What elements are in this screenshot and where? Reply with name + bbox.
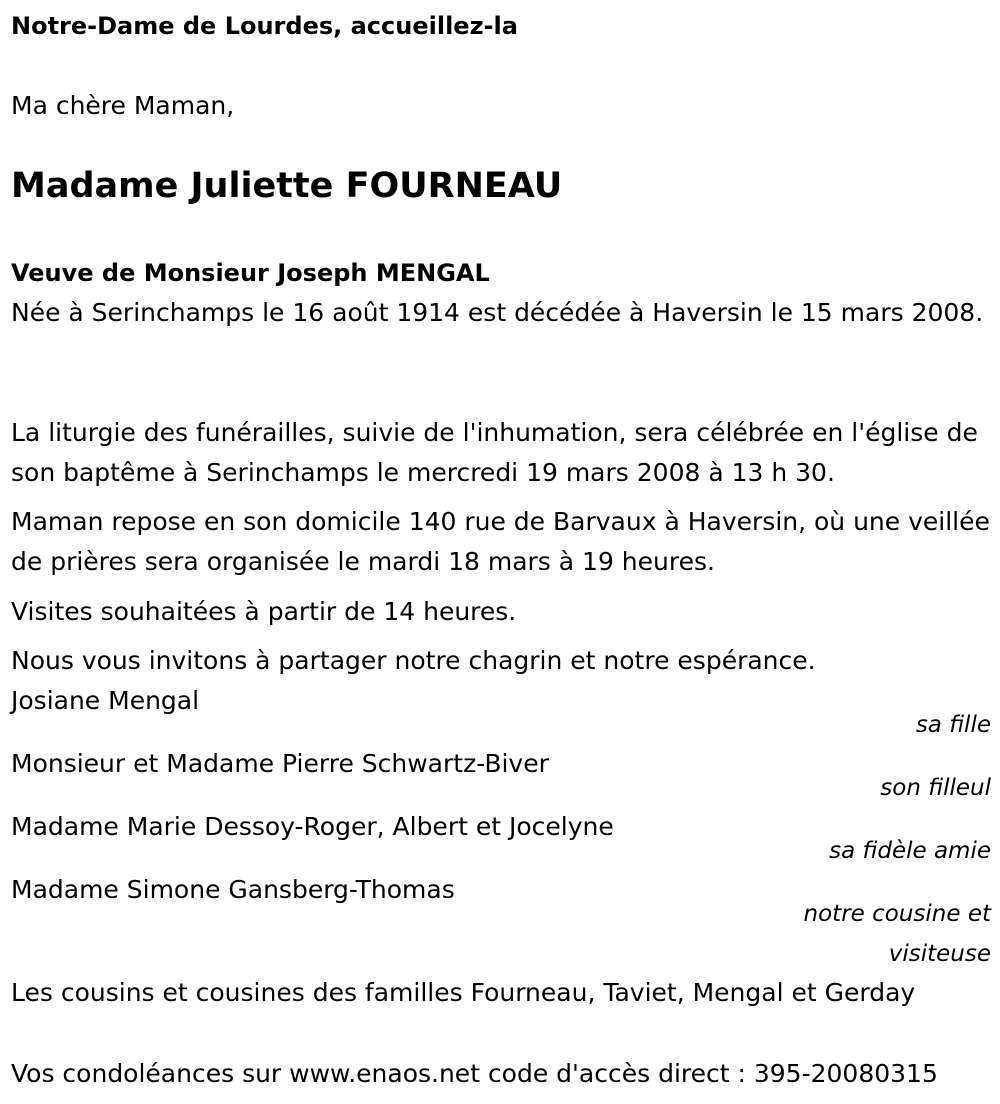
birth-death-paragraph: Née à Serinchamps le 16 août 1914 est décédée à Haversin le 15 mars 2008. — [11, 298, 984, 327]
deceased-name: Madame Juliette FOURNEAU — [11, 166, 563, 206]
condolences-line: Vos condoléances sur www.enaos.net code d'accès direct : 395-20080315 — [11, 1059, 938, 1088]
visits-paragraph: Visites souhaitées à partir de 14 heures. — [11, 597, 517, 626]
family-member-name: Madame Simone Gansberg-Thomas — [11, 875, 455, 904]
rest-paragraph: Maman repose en son domicile 140 rue de Barvaux à Haversin, où une veillée de prières sera organisée le mardi 18 mars à 19 heures. — [11, 507, 990, 576]
family-member-name: Monsieur et Madame Pierre Schwartz-Biver — [11, 749, 549, 778]
prayer-heading: Notre-Dame de Lourdes, accueillez-la — [11, 12, 518, 40]
funeral-paragraph: La liturgie des funérailles, suivie de l'inhumation, sera célébrée en l'église de son baptême à Serinchamps le mercredi 19 mars 2008 à 13 h 30. — [11, 418, 978, 487]
family-member-relation: son filleul — [880, 775, 991, 801]
salutation: Ma chère Maman, — [11, 91, 235, 120]
family-member-relation: sa fidèle amie — [829, 838, 991, 864]
spouse-line: Veuve de Monsieur Joseph MENGAL — [11, 259, 490, 287]
family-member-name: Josiane Mengal — [11, 686, 200, 715]
cousins-line: Les cousins et cousines des familles Fourneau, Taviet, Mengal et Gerday — [11, 978, 916, 1007]
invitation-paragraph: Nous vous invitons à partager notre chagrin et notre espérance. — [11, 646, 816, 675]
family-member-relation: notre cousine et visiteuse — [803, 901, 991, 967]
family-member-name: Madame Marie Dessoy-Roger, Albert et Jocelyne — [11, 812, 614, 841]
family-member-relation: sa fille — [915, 712, 991, 738]
